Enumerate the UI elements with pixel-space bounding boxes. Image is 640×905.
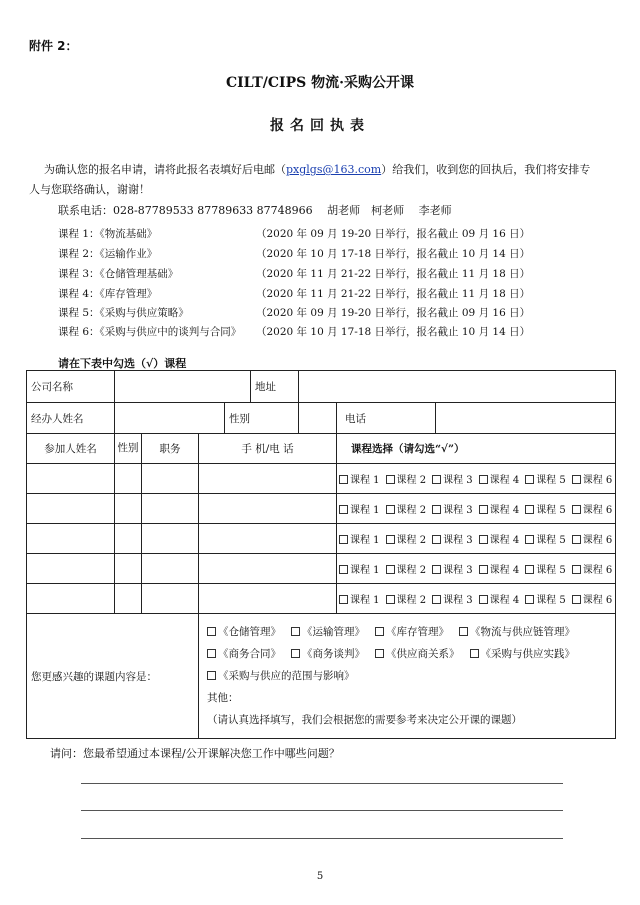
mobile-header: 手 机/电 话 xyxy=(199,434,337,464)
checkbox-icon[interactable] xyxy=(572,535,581,544)
course-checkbox[interactable]: 课程 1 xyxy=(339,505,380,516)
course-checkbox[interactable]: 课程 3 xyxy=(432,595,473,606)
course-checkbox[interactable]: 课程 5 xyxy=(525,505,566,516)
table-row xyxy=(27,554,616,584)
topic-checkbox[interactable]: 《库存管理》 xyxy=(375,621,449,643)
checkbox-icon[interactable] xyxy=(207,671,216,680)
course-checkbox[interactable]: 课程 2 xyxy=(386,535,427,546)
participant-gender-position xyxy=(115,464,199,494)
company-row xyxy=(27,371,616,403)
participant-mobile-field[interactable] xyxy=(199,464,337,494)
checkbox-icon[interactable] xyxy=(339,535,348,544)
participant-position-field[interactable] xyxy=(142,554,198,583)
company-field[interactable] xyxy=(115,371,251,403)
participant-mobile-field[interactable] xyxy=(199,494,337,524)
checkbox-icon[interactable] xyxy=(432,595,441,604)
course-checkbox[interactable]: 课程 5 xyxy=(525,475,566,486)
checkbox-icon[interactable] xyxy=(386,595,395,604)
interest-options xyxy=(199,614,616,739)
handler-row xyxy=(27,403,616,434)
course-checkbox[interactable]: 课程 4 xyxy=(479,565,520,576)
position-header: 职务 xyxy=(159,443,181,455)
checkbox-icon[interactable] xyxy=(386,505,395,514)
table-heading: 请在下表中勾选（√）课程 xyxy=(58,357,187,370)
course-checkbox[interactable]: 课程 6 xyxy=(572,565,613,576)
topic-checkbox[interactable]: 《采购与供应实践》 xyxy=(470,643,576,665)
checkbox-icon[interactable] xyxy=(207,627,216,636)
checkbox-icon[interactable] xyxy=(572,505,581,514)
checkbox-icon[interactable] xyxy=(572,565,581,574)
participant-gender-field[interactable] xyxy=(115,584,142,613)
intro-part2: ）给我们，收到您的回执后，我们将安排专 xyxy=(381,163,591,176)
course-checkbox[interactable]: 课程 4 xyxy=(479,595,520,606)
interest-line xyxy=(207,665,607,687)
answer-line[interactable] xyxy=(81,783,563,784)
participant-position-field[interactable] xyxy=(142,584,198,613)
course-checkbox[interactable]: 课程 4 xyxy=(479,535,520,546)
participant-name-field[interactable] xyxy=(27,584,115,614)
topic-checkbox[interactable]: 《商务合同》 xyxy=(207,643,281,665)
checkbox-icon[interactable] xyxy=(339,595,348,604)
checkbox-icon[interactable] xyxy=(386,535,395,544)
topic-checkbox[interactable]: 《采购与供应的范围与影响》 xyxy=(207,665,355,687)
interest-note: （请认真选择填写，我们会根据您的需要参考来决定公开课的课题） xyxy=(207,714,522,726)
checkbox-icon[interactable] xyxy=(525,505,534,514)
participant-gender-position xyxy=(115,584,199,614)
checkbox-icon[interactable] xyxy=(339,565,348,574)
checkbox-icon[interactable] xyxy=(572,595,581,604)
checkbox-icon[interactable] xyxy=(525,565,534,574)
course-checkbox[interactable]: 课程 3 xyxy=(432,505,473,516)
checkbox-icon[interactable] xyxy=(479,505,488,514)
participant-name-field[interactable] xyxy=(27,494,115,524)
checkbox-icon[interactable] xyxy=(432,475,441,484)
course-checkbox[interactable]: 课程 3 xyxy=(432,535,473,546)
checkbox-icon[interactable] xyxy=(291,627,300,636)
course-checkbox[interactable]: 课程 1 xyxy=(339,535,380,546)
course-label: 课程 6：《采购与供应中的谈判与合同》 xyxy=(58,326,242,338)
course-label: 课程 1：《物流基础》 xyxy=(58,228,158,240)
course-date: （2020 年 10 月 17-18 日举行，报名截止 10 月 14 日） xyxy=(256,248,531,260)
handler-label: 经办人姓名 xyxy=(27,403,115,434)
course-date: （2020 年 11 月 21-22 日举行，报名截止 11 月 18 日） xyxy=(256,288,531,300)
checkbox-icon[interactable] xyxy=(479,565,488,574)
course-checkboxes xyxy=(337,584,616,614)
checkbox-icon[interactable] xyxy=(432,505,441,514)
participant-name-field[interactable] xyxy=(27,554,115,584)
handler-gender-field[interactable] xyxy=(299,403,337,434)
checkbox-icon[interactable] xyxy=(479,595,488,604)
course-checkbox[interactable]: 课程 1 xyxy=(339,475,380,486)
checkbox-icon[interactable] xyxy=(207,649,216,658)
question-prompt: 请问：您最希望通过本课程/公开课解决您工作中哪些问题？ xyxy=(50,747,340,760)
course-checkboxes xyxy=(337,524,616,554)
course-checkbox[interactable]: 课程 5 xyxy=(525,535,566,546)
course-checkbox[interactable]: 课程 1 xyxy=(339,595,380,606)
participant-gender-field[interactable] xyxy=(115,524,142,553)
participant-position-field[interactable] xyxy=(142,464,198,493)
course-select-header: 课程选择（请勾选“√”） xyxy=(337,434,616,464)
course-item xyxy=(58,266,531,281)
checkbox-icon[interactable] xyxy=(479,535,488,544)
course-checkboxes xyxy=(337,494,616,524)
course-date: （2020 年 11 月 21-22 日举行，报名截止 11 月 18 日） xyxy=(256,268,531,280)
intro-text-line2: 人与您联络确认，谢谢！ xyxy=(29,183,150,196)
course-checkbox[interactable]: 课程 2 xyxy=(386,475,427,486)
interest-line xyxy=(207,643,607,665)
topic-checkbox[interactable]: 《供应商关系》 xyxy=(375,643,460,665)
company-label: 公司名称 xyxy=(27,371,115,403)
participant-name-field[interactable] xyxy=(27,524,115,554)
course-label: 课程 5：《采购与供应策略》 xyxy=(58,307,189,319)
attachment-label: 附件 2： xyxy=(29,39,78,53)
checkbox-icon[interactable] xyxy=(291,649,300,658)
course-label: 课程 3：《仓储管理基础》 xyxy=(58,268,179,280)
course-checkbox[interactable]: 课程 4 xyxy=(479,475,520,486)
course-checkbox[interactable]: 课程 6 xyxy=(572,595,613,606)
participant-position-field[interactable] xyxy=(142,494,198,523)
table-row xyxy=(27,464,616,494)
address-field[interactable] xyxy=(299,371,616,403)
checkbox-icon[interactable] xyxy=(432,535,441,544)
participant-subheader xyxy=(115,434,199,464)
participant-name-field[interactable] xyxy=(27,464,115,494)
intro-text xyxy=(44,161,590,177)
document-title: CILT/CIPS 物流·采购公开课 xyxy=(225,75,414,91)
checkbox-icon[interactable] xyxy=(386,475,395,484)
checkbox-icon[interactable] xyxy=(339,505,348,514)
phone-cell xyxy=(337,403,616,434)
gender-label: 性别 xyxy=(225,403,299,434)
intro-part1: 为确认您的报名申请，请将此报名表填好后电邮（ xyxy=(44,163,286,176)
participant-name-header: 参加人姓名 xyxy=(27,434,115,464)
interest-row xyxy=(27,614,616,739)
course-checkbox[interactable]: 课程 5 xyxy=(525,565,566,576)
checkbox-icon[interactable] xyxy=(375,649,384,658)
course-checkbox[interactable]: 课程 2 xyxy=(386,505,427,516)
table-row xyxy=(27,494,616,524)
course-checkbox[interactable]: 课程 6 xyxy=(572,475,613,486)
topic-checkbox[interactable]: 《物流与供应链管理》 xyxy=(459,621,575,643)
course-checkbox[interactable]: 课程 4 xyxy=(479,505,520,516)
course-checkbox[interactable]: 课程 3 xyxy=(432,565,473,576)
course-item xyxy=(58,246,531,261)
course-checkbox[interactable]: 课程 5 xyxy=(525,595,566,606)
participant-gender-header: 性别 xyxy=(115,434,142,463)
course-checkbox[interactable]: 课程 2 xyxy=(386,595,427,606)
participant-header-row xyxy=(27,434,616,464)
checkbox-icon[interactable] xyxy=(525,535,534,544)
other-topic[interactable]: 其他： xyxy=(207,692,239,704)
participant-position-field[interactable] xyxy=(142,524,198,553)
email-link[interactable]: pxglgs@163.com xyxy=(286,163,382,176)
checkbox-icon[interactable] xyxy=(525,595,534,604)
topic-checkbox[interactable]: 《仓储管理》 xyxy=(207,621,281,643)
address-label: 地址 xyxy=(251,371,299,403)
topic-checkbox[interactable]: 《运输管理》 xyxy=(291,621,365,643)
participant-gender-position xyxy=(115,524,199,554)
participant-gender-field[interactable] xyxy=(115,464,142,493)
answer-line[interactable] xyxy=(81,838,563,839)
table-row xyxy=(27,524,616,554)
checkbox-icon[interactable] xyxy=(386,565,395,574)
course-item xyxy=(58,226,531,241)
page-number: 5 xyxy=(316,871,324,882)
course-label: 课程 4：《库存管理》 xyxy=(58,288,158,300)
course-item xyxy=(58,286,531,301)
interest-label: 您更感兴趣的课题内容是： xyxy=(27,614,199,739)
course-checkbox[interactable]: 课程 6 xyxy=(572,505,613,516)
table-row xyxy=(27,584,616,614)
course-date: （2020 年 10 月 17-18 日举行，报名截止 10 月 14 日） xyxy=(256,326,531,338)
checkbox-icon[interactable] xyxy=(375,627,384,636)
course-checkbox[interactable]: 课程 3 xyxy=(432,475,473,486)
course-item xyxy=(58,324,531,339)
participant-gender-field[interactable] xyxy=(115,494,142,523)
course-item xyxy=(58,305,531,320)
checkbox-icon[interactable] xyxy=(572,475,581,484)
phone-label: 电话 xyxy=(345,412,366,425)
handler-name-field[interactable] xyxy=(115,403,225,434)
participant-gender-field[interactable] xyxy=(115,554,142,583)
course-checkbox[interactable]: 课程 6 xyxy=(572,535,613,546)
participant-mobile-field[interactable] xyxy=(199,584,337,614)
course-date: （2020 年 09 月 19-20 日举行，报名截止 09 月 16 日） xyxy=(256,307,531,319)
participant-mobile-field[interactable] xyxy=(199,524,337,554)
checkbox-icon[interactable] xyxy=(525,475,534,484)
checkbox-icon[interactable] xyxy=(432,565,441,574)
contact-phones: 联系电话：028-87789533 87789633 87748966 胡老师 柯老师 李老师 xyxy=(58,204,452,217)
course-label: 课程 2：《运输作业》 xyxy=(58,248,158,260)
participant-gender-position xyxy=(115,554,199,584)
course-checkbox[interactable]: 课程 2 xyxy=(386,565,427,576)
checkbox-icon[interactable] xyxy=(459,627,468,636)
participant-gender-position xyxy=(115,494,199,524)
participant-mobile-field[interactable] xyxy=(199,554,337,584)
phone-field[interactable] xyxy=(435,403,615,433)
form-subtitle: 报名回执表 xyxy=(270,118,370,134)
answer-line[interactable] xyxy=(81,810,563,811)
course-checkbox[interactable]: 课程 1 xyxy=(339,565,380,576)
course-checkboxes xyxy=(337,464,616,494)
checkbox-icon[interactable] xyxy=(470,649,479,658)
topic-checkbox[interactable]: 《商务谈判》 xyxy=(291,643,365,665)
registration-table xyxy=(26,370,616,739)
course-date: （2020 年 09 月 19-20 日举行，报名截止 09 月 16 日） xyxy=(256,228,531,240)
checkbox-icon[interactable] xyxy=(339,475,348,484)
checkbox-icon[interactable] xyxy=(479,475,488,484)
interest-line xyxy=(207,621,607,643)
course-checkboxes xyxy=(337,554,616,584)
